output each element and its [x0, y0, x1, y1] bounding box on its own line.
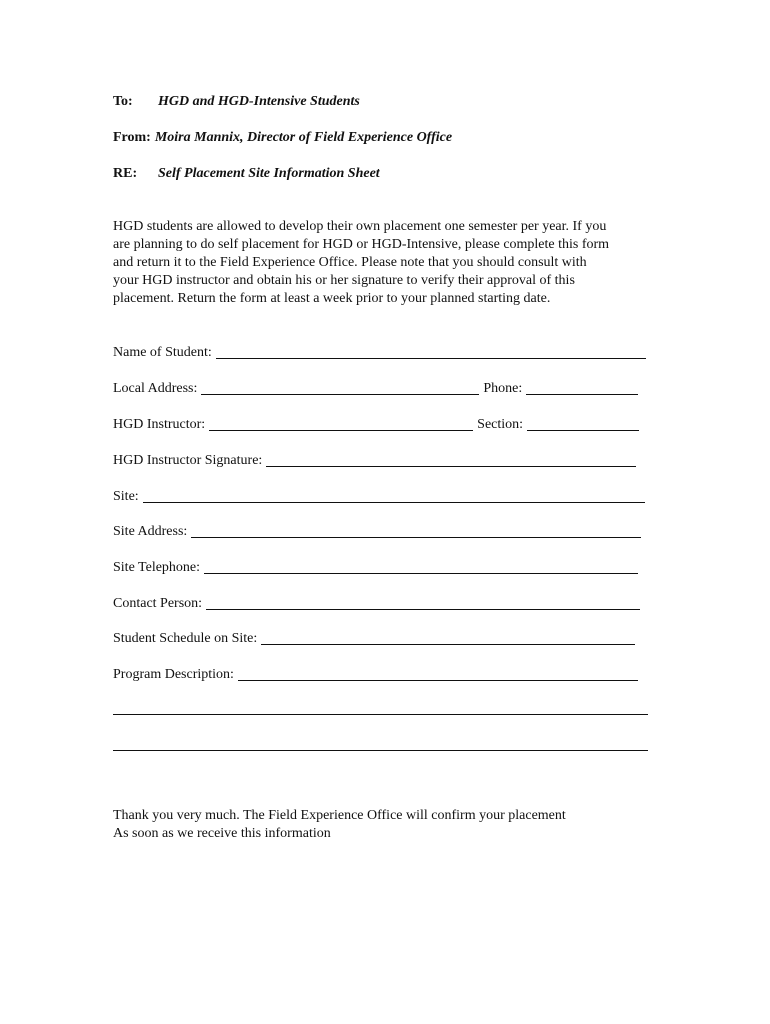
memo-from-label: From: — [113, 130, 151, 145]
intro-line: HGD students are allowed to develop their own placement one semester per year. If you — [113, 219, 607, 234]
closing-line-1: Thank you very much. The Field Experience Office will confirm your placement — [113, 808, 566, 823]
phone-field[interactable] — [526, 393, 638, 395]
intro-line: placement. Return the form at least a week prior to your planned starting date. — [113, 291, 551, 306]
section-field[interactable] — [527, 429, 639, 431]
intro-line: your HGD instructor and obtain his or her signature to verify their approval of this — [113, 273, 575, 288]
site-label: Site: — [113, 489, 139, 504]
student-schedule-label: Student Schedule on Site: — [113, 631, 258, 646]
hgd-instructor-signature-label: HGD Instructor Signature: — [113, 453, 263, 468]
site-telephone-label: Site Telephone: — [113, 560, 201, 575]
site-field[interactable] — [143, 501, 645, 503]
site-address-label: Site Address: — [113, 524, 188, 539]
hgd-instructor-field[interactable] — [209, 429, 473, 431]
student-schedule-field[interactable] — [261, 643, 635, 645]
intro-line: and return it to the Field Experience Office. Please note that you should consult with — [113, 255, 587, 270]
local-address-field[interactable] — [201, 393, 479, 395]
memo-re-value: Self Placement Site Information Sheet — [158, 166, 380, 181]
intro-line: are planning to do self placement for HGD or HGD-Intensive, please complete this form — [113, 237, 610, 252]
contact-person-label: Contact Person: — [113, 596, 203, 611]
intro-paragraph — [113, 218, 658, 308]
program-description-label: Program Description: — [113, 667, 234, 682]
contact-person-field[interactable] — [206, 608, 640, 610]
site-telephone-row — [113, 557, 638, 577]
local-address-label: Local Address: — [113, 381, 198, 396]
memo-re-line — [113, 166, 380, 182]
program-description-continuation-line[interactable] — [113, 750, 648, 751]
memo-from-line — [113, 130, 452, 146]
section-label: Section: — [477, 417, 524, 432]
program-description-continuation-line[interactable] — [113, 714, 648, 715]
site-row — [113, 486, 645, 506]
hgd-instructor-signature-row — [113, 450, 636, 470]
phone-label: Phone: — [483, 381, 523, 396]
program-description-row — [113, 664, 638, 684]
memo-from-value: Moira Mannix, Director of Field Experience Office — [154, 130, 453, 145]
program-description-field[interactable] — [238, 679, 638, 681]
hgd-instructor-row — [113, 414, 639, 434]
student-schedule-row — [113, 628, 635, 648]
memo-to-label: To: — [113, 94, 133, 109]
site-telephone-field[interactable] — [204, 572, 638, 574]
name-of-student-field[interactable] — [216, 357, 646, 359]
local-address-row — [113, 378, 638, 398]
memo-re-label: RE: — [113, 166, 138, 181]
memo-to-value: HGD and HGD-Intensive Students — [158, 94, 360, 109]
site-address-field[interactable] — [191, 536, 641, 538]
hgd-instructor-signature-field[interactable] — [266, 465, 636, 467]
name-of-student-label: Name of Student: — [113, 345, 212, 360]
contact-person-row — [113, 593, 640, 613]
memo-to-line — [113, 94, 360, 110]
name-of-student-row — [113, 342, 646, 362]
closing-text — [113, 807, 566, 843]
closing-line-2: As soon as we receive this information — [113, 826, 331, 841]
hgd-instructor-label: HGD Instructor: — [113, 417, 206, 432]
site-address-row — [113, 521, 641, 541]
